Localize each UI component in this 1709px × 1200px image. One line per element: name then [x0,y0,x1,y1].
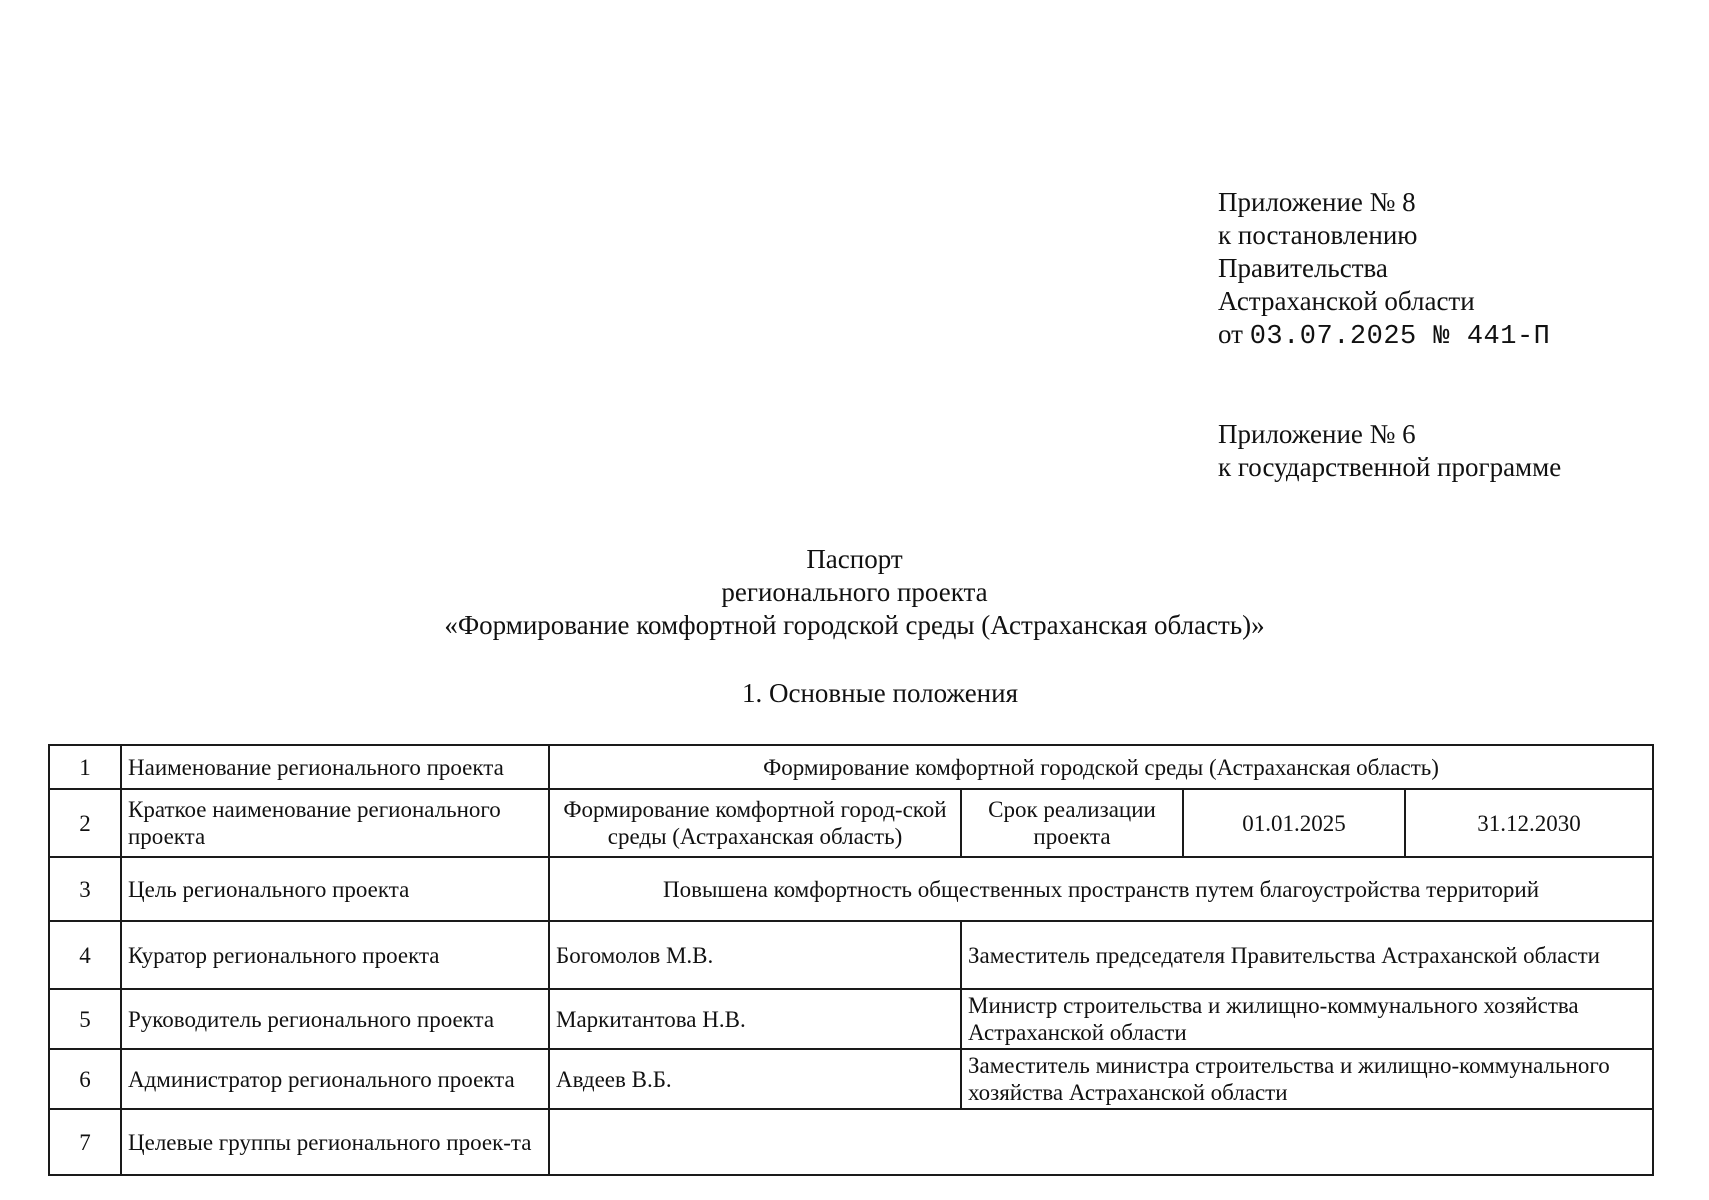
short-name-value: Формирование комфортной город-ской среды (Астраханская область) [549,789,961,857]
administrator-position: Заместитель министра строительства и жилищно-коммунального хозяйства Астраханской области [961,1049,1653,1109]
table-row [49,857,1653,921]
passport-table [48,744,1654,1176]
manager-name: Маркитантова Н.В. [549,989,961,1049]
row-label: Куратор регионального проекта [121,921,549,989]
appendix-decree-date-stamp: 03.07.2025 № 441-П [1249,322,1551,352]
table-row [49,989,1653,1049]
curator-position: Заместитель председателя Правительства Астраханской области [961,921,1653,989]
document-title-line-3: «Формирование комфортной городской среды (Астраханская область)» [444,610,1265,640]
table-row [49,1049,1653,1109]
row-number: 4 [49,921,121,989]
appendix-program-number: Приложение № 6 [1218,419,1416,449]
table-row [49,789,1653,857]
term-label: Срок реализации проекта [961,789,1183,857]
row-label: Целевые группы регионального проек-та [121,1109,549,1175]
table-row [49,921,1653,989]
project-name-value: Формирование комфортной городской среды (Астраханская область) [549,745,1653,789]
row-label: Наименование регионального проекта [121,745,549,789]
appendix-decree-number: Приложение № 8 [1218,187,1416,217]
row-label: Руководитель регионального проекта [121,989,549,1049]
row-number: 2 [49,789,121,857]
row-number: 1 [49,745,121,789]
table-row [49,745,1653,789]
appendix-decree-block [1218,186,1550,354]
document-title-line-1: Паспорт [806,544,903,574]
manager-position: Министр строительства и жилищно-коммунального хозяйства Астраханской области [961,989,1653,1049]
row-number: 5 [49,989,121,1049]
appendix-program-block [1218,418,1561,484]
end-date: 31.12.2030 [1405,789,1653,857]
appendix-decree-to-resolution: к постановлению [1218,220,1418,250]
document-title-line-2: регионального проекта [721,577,988,607]
administrator-name: Авдеев В.Б. [549,1049,961,1109]
appendix-decree-region: Астраханской области [1218,286,1475,316]
row-label: Краткое наименование регионального проекта [121,789,549,857]
row-label: Администратор регионального проекта [121,1049,549,1109]
curator-name: Богомолов М.В. [549,921,961,989]
row-number: 3 [49,857,121,921]
row-label: Цель регионального проекта [121,857,549,921]
table-row [49,1109,1653,1175]
row-number: 6 [49,1049,121,1109]
start-date: 01.01.2025 [1183,789,1405,857]
appendix-program-to-program: к государственной программе [1218,452,1562,482]
target-groups-value [549,1109,1653,1175]
appendix-decree-date-prefix: от [1218,319,1243,349]
row-number: 7 [49,1109,121,1175]
section-heading: 1. Основные положения [742,678,1018,708]
appendix-decree-government: Правительства [1218,253,1388,283]
document-title [0,543,1709,642]
appendix-decree-date-line [1218,318,1550,354]
project-goal-value: Повышена комфортность общественных пространств путем благоустройства территорий [549,857,1653,921]
